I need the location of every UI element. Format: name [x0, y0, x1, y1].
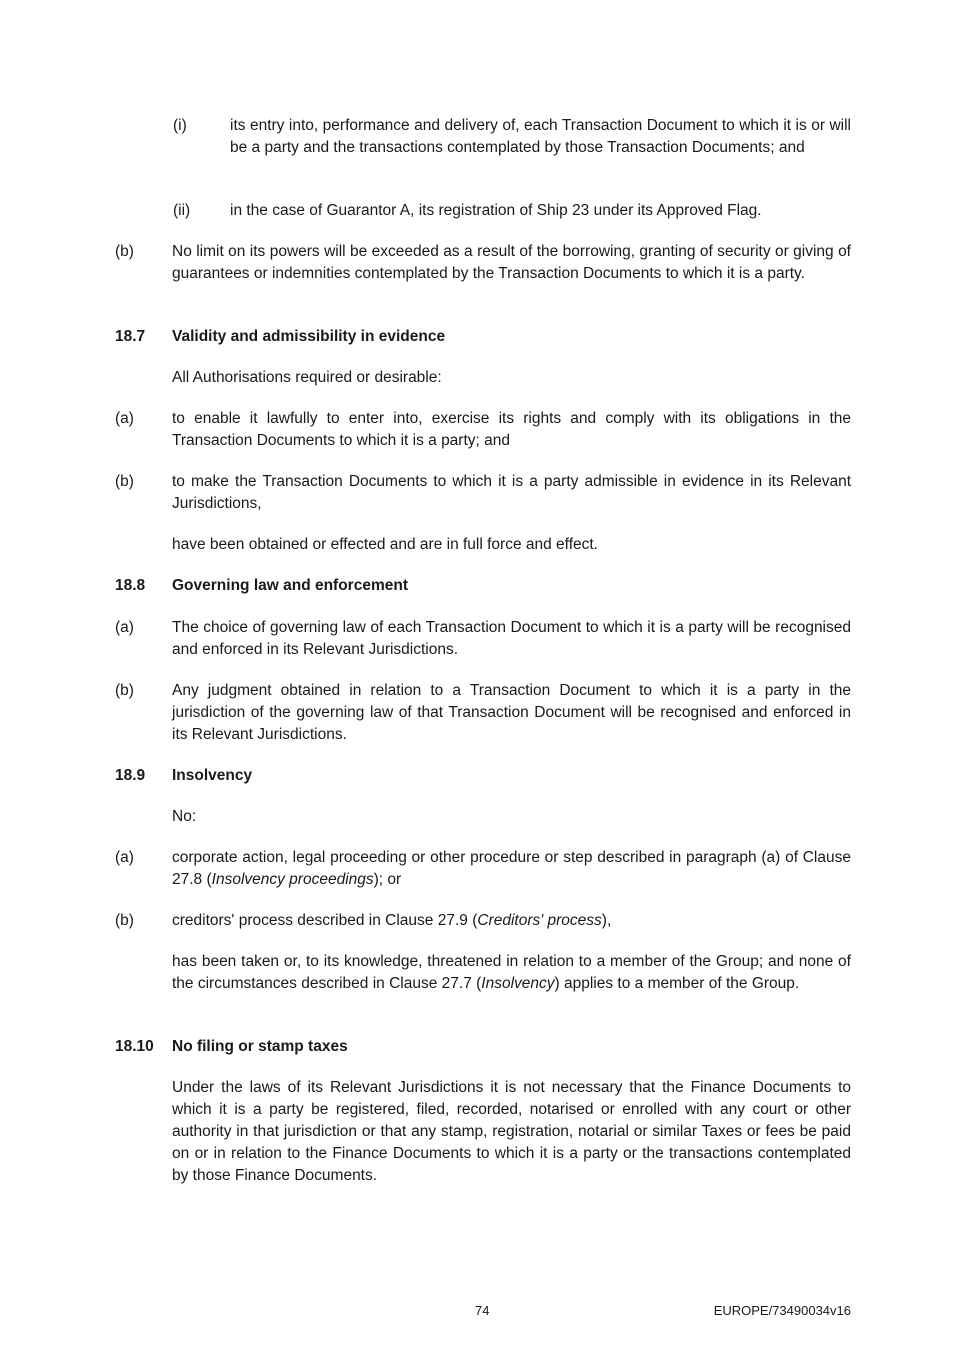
- item-label: (b): [115, 912, 134, 929]
- item-text: No limit on its powers will be exceeded as a result of the borrowing, granting of security or giving of guarantees or indemnities contemplated by the Transaction Documents to which it is a party.: [172, 243, 851, 282]
- item-text: to make the Transaction Documents to which it is a party admissible in evidence in its Relevant Jurisdictions,: [172, 473, 851, 512]
- section-title: Validity and admissibility in evidence: [172, 328, 446, 345]
- section-number: 18.9: [115, 767, 146, 784]
- item-text: creditors' process described in Clause 27.9 (Creditors' process),: [172, 912, 612, 929]
- item-text: to enable it lawfully to enter into, exercise its rights and comply with its obligations in the Transaction Documents to which it is a party; and: [172, 410, 851, 449]
- paragraph-text: has been taken or, to its knowledge, threatened in relation to a member of the Group; and none of the circumstances described in Clause 27.7 (Insolvency) applies to a member of the Group.: [172, 953, 851, 992]
- section-number: 18.10: [115, 1038, 154, 1055]
- section-title: Insolvency: [172, 767, 253, 784]
- paragraph-text: Under the laws of its Relevant Jurisdictions it is not necessary that the Finance Documents to which it is a party be registered, filed, recorded, notarised or enrolled with any court or other authority in that jurisdiction or that any stamp, registration, notarial or similar Taxes or fees be paid on or in relation to the Finance Documents to which it is a party or the transactions contemplated by those Finance Documents.: [172, 1079, 851, 1184]
- item-text: corporate action, legal proceeding or other procedure or step described in paragraph (a) of Clause 27.8 (Insolvency proceedings); or: [172, 849, 851, 888]
- section-number: 18.8: [115, 577, 146, 594]
- item-label: (b): [115, 682, 134, 699]
- item-label: (a): [115, 619, 134, 636]
- section-number: 18.7: [115, 328, 146, 345]
- item-label: (b): [115, 243, 134, 260]
- section-title: No filing or stamp taxes: [172, 1038, 348, 1055]
- item-text: in the case of Guarantor A, its registration of Ship 23 under its Approved Flag.: [230, 202, 762, 219]
- item-text: Any judgment obtained in relation to a Transaction Document to which it is a party in the jurisdiction of the governing law of that Transaction Document will be recognised and enforced in its Relevant Jurisdictions.: [172, 682, 851, 743]
- item-text: The choice of governing law of each Transaction Document to which it is a party will be recognised and enforced in its Relevant Jurisdictions.: [172, 619, 851, 658]
- clause-reference: Creditors' process: [477, 912, 602, 929]
- section-title: Governing law and enforcement: [172, 577, 408, 594]
- item-label: (i): [173, 117, 187, 134]
- document-reference: EUROPE/73490034v16: [713, 1303, 851, 1318]
- paragraph-text: All Authorisations required or desirable:: [172, 369, 442, 386]
- page-number: 74: [475, 1303, 490, 1318]
- paragraph-text: have been obtained or effected and are in full force and effect.: [172, 536, 598, 553]
- item-label: (b): [115, 473, 134, 490]
- paragraph-text: No:: [172, 808, 197, 825]
- item-label: (ii): [173, 202, 191, 219]
- clause-reference: Insolvency: [481, 975, 555, 992]
- item-label: (a): [115, 849, 134, 866]
- clause-reference: Insolvency proceedings: [211, 871, 374, 888]
- item-label: (a): [115, 410, 134, 427]
- item-text: its entry into, performance and delivery of, each Transaction Document to which it is or will be a party and the transactions contemplated by those Transaction Documents; and: [230, 117, 851, 156]
